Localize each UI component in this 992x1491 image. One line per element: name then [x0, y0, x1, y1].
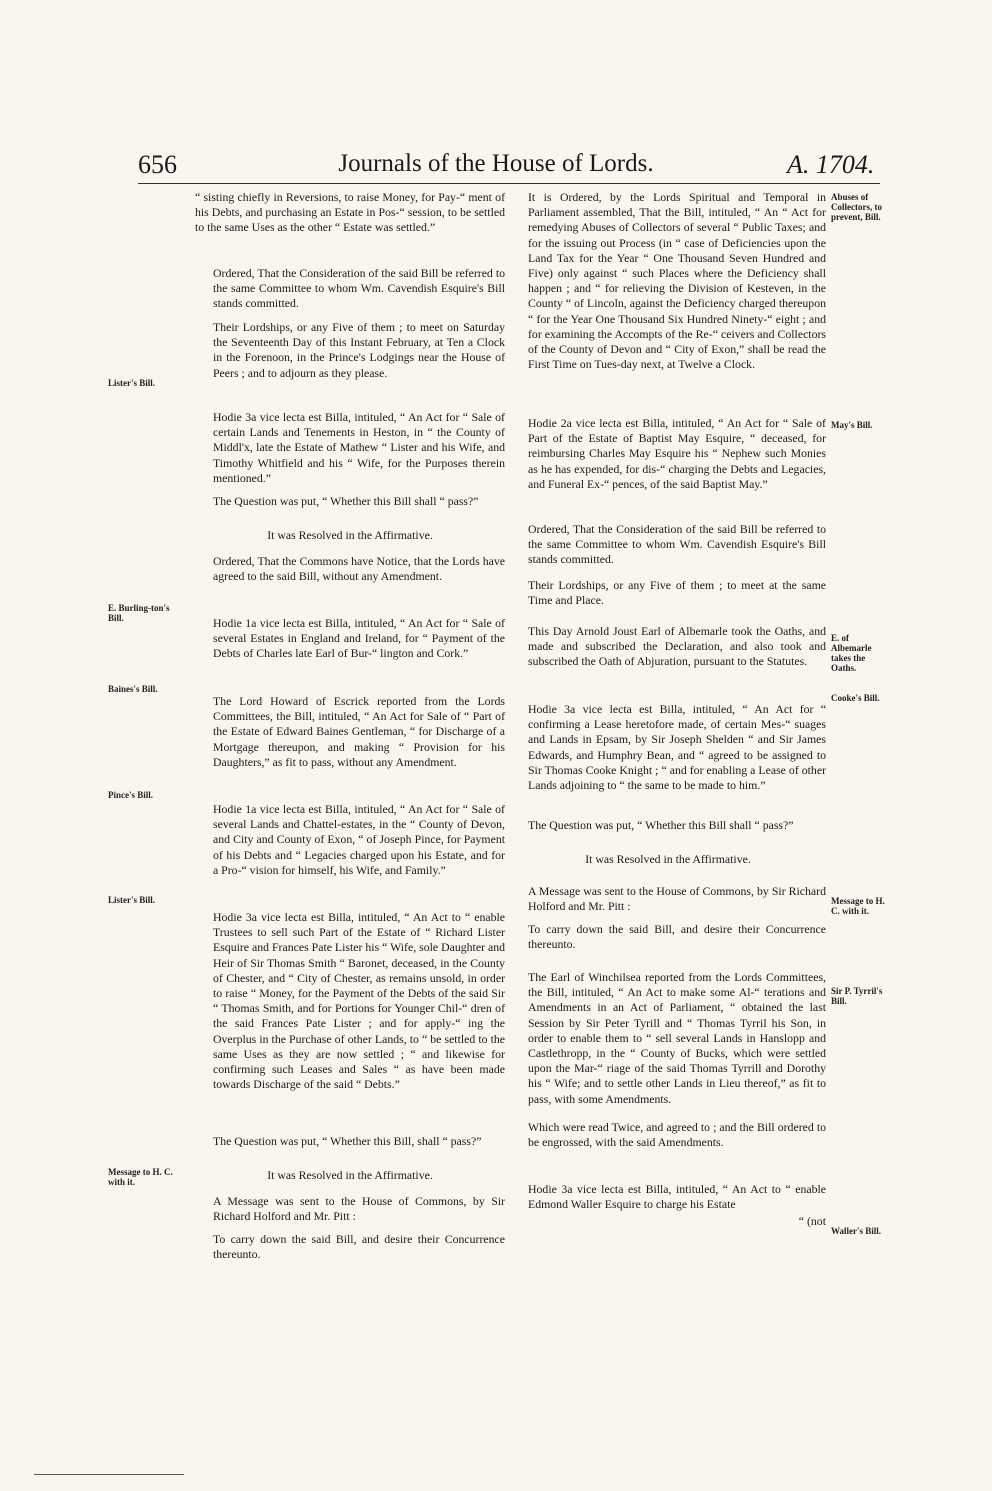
paragraph: Their Lordships, or any Five of them ; to meet at the same Time and Place.	[528, 578, 826, 608]
paragraph: The Question was put, “ Whether this Bill shall “ pass?”	[528, 818, 794, 832]
paragraph: It is Ordered, by the Lords Spiritual and Temporal in Parliament assembled, That the Bill, intituled, “ An “ Act for remedying Abuses of Collectors of several “ Public Taxes; and for the issuing out Process (in “ case of Deficiencies upon the Land Tax for the Year “ One Thousand Seven Hundred and Five) only against “ such Places where the Deficiency shall happen ; and “ for relieving the Division of Kesteven, in the County “ of Lincoln, against the Deficiency charged thereupon “ for the Year One Thousand Six Hundred Ninety-“ eight ; and for examining the Accompts of the Re-“ ceivers and Collectors of the County of Devon and “ City of Exon,” shall be read the First Time on Tues-day next, at Twelve a Clock.	[528, 190, 826, 372]
running-head: Journals of the House of Lords.	[338, 150, 654, 177]
paragraph: To carry down the said Bill, and desire their Concurrence thereunto.	[213, 1232, 505, 1262]
margin-note: Waller's Bill.	[831, 1226, 882, 1236]
paragraph: Their Lordships, or any Five of them ; to meet on Saturday the Seventeenth Day of this Instant February, at Ten a Clock in the Forenoon, in the Prince's Lodgings near the House of Peers ; and to adjourn as they please.	[213, 320, 505, 380]
paragraph: Hodie 2a vice lecta est Billa, intituled, “ An Act for “ Sale of Part of the Estate of Baptist May Esquire, “ deceased, for reimbursing Charles May Esquire his “ Nephew such Monies as he has expended, for dis-“ charging the Debts and Legacies, and Funeral Ex-“ pences, of the said Baptist May.”	[528, 416, 826, 491]
paragraph: The Question was put, “ Whether this Bill shall “ pass?”	[213, 494, 479, 508]
margin-note: Cooke's Bill.	[831, 693, 880, 703]
margin-note: Message to H. C. with it.	[831, 896, 885, 916]
paragraph: The Earl of Winchilsea reported from the Lords Committees, the Bill, intituled, “ An Act to make some Al-“ terations and Amendments in an Act of Parliament, “ obtained the last Session by Sir Peter Tyrill and “ Thomas Tyrril his Son, in order to enable them to “ sell several Lands in Hanslopp and Castlethropp, in the “ County of Bucks, which were settled upon the Mar-“ riage of the said Thomas Tyrrill and Dorothy his “ Wife; and to settle other Lands in Lieu thereof,” as fit to pass, with some Amendments.	[528, 970, 826, 1106]
footer-line	[34, 1474, 184, 1475]
left-column	[195, 190, 505, 1264]
right-column	[510, 190, 826, 1232]
paragraph: “ sisting chiefly in Reversions, to raise Money, for Pay-“ ment of his Debts, and purchasing an Estate in Pos-“ session, to be settled to the same Uses as the other “ Estate was settled.”	[195, 190, 505, 235]
paragraph: Ordered, That the Commons have Notice, that the Lords have agreed to the said Bill, without any Amendment.	[213, 554, 505, 584]
paragraph: A Message was sent to the House of Commons, by Sir Richard Holford and Mr. Pitt :	[528, 884, 826, 914]
page-number: 656	[138, 150, 177, 179]
margin-note: Pince's Bill.	[108, 790, 153, 800]
paragraph: It was Resolved in the Affirmative.	[585, 852, 751, 866]
paragraph: Hodie 3a vice lecta est Billa, intituled, “ An Act to “ enable Trustees to sell such Part of the Estate of “ Richard Lister Esquire and Frances Pate Lister his “ Wife, sole Daughter and Heir of Sir Thomas Smith “ Baronet, deceased, in the County of Chester, and “ City of Chester, as remains unsold, in order to raise “ Money, for the Payment of the Debts of the said Sir “ Thomas Smith, and for Portions for Younger Chil-“ dren of the said Frances Pate Lister ; and for apply-“ ing the Overplus in the Purchase of other Lands, to “ be settled to the same Uses as they are now settled ; “ and likewise for confirming such Leases and Sales “ as have been made towards Discharge of the said “ Debts.”	[213, 910, 505, 1092]
paragraph: Hodie 1a vice lecta est Billa, intituled, “ An Act for “ Sale of several Estates in England and Ireland, for “ Payment of the Debts of Charles late Earl of Bur-“ lington and Cork.”	[213, 616, 505, 661]
margin-note: Lister's Bill.	[108, 378, 155, 388]
margin-note: E. Burling-ton's Bill.	[108, 603, 170, 623]
margin-note: Lister's Bill.	[108, 895, 155, 905]
paragraph: Which were read Twice, and agreed to ; and the Bill ordered to be engrossed, with the said Amendments.	[528, 1120, 826, 1150]
paragraph: The Question was put, “ Whether this Bill, shall “ pass?”	[213, 1134, 482, 1148]
paragraph: A Message was sent to the House of Commons, by Sir Richard Holford and Mr. Pitt :	[213, 1194, 505, 1224]
paragraph: To carry down the said Bill, and desire their Concurrence thereunto.	[528, 922, 826, 952]
header-rule	[138, 183, 880, 184]
paragraph: It was Resolved in the Affirmative.	[267, 1168, 433, 1182]
margin-note: Abuses of Collectors, to prevent, Bill.	[831, 192, 882, 222]
margin-note: Message to H. C. with it.	[108, 1167, 173, 1187]
year: A. 1704.	[787, 150, 875, 179]
margin-note: May's Bill.	[831, 420, 873, 430]
paragraph: Hodie 3a vice lecta est Billa, intituled, “ An Act to “ enable Edmond Waller Esquire to charge his Estate	[528, 1182, 826, 1212]
paragraph: Hodie 3a vice lecta est Billa, intituled, “ An Act for “ Sale of certain Lands and Tenements in Heston, in “ the County of Middl'x, late the Estate of Mathew “ Lister and his Wife, and Timothy Whitfield and his “ Wife, for the Purposes therein mentioned.”	[213, 410, 505, 485]
margin-note: Baines's Bill.	[108, 684, 158, 694]
paragraph: This Day Arnold Joust Earl of Albemarle took the Oaths, and made and subscribed the Declaration, and also took and subscribed the Oath of Abjuration, pursuant to the Statutes.	[528, 624, 826, 669]
paragraph: Ordered, That the Consideration of the said Bill be referred to the same Committee to whom Wm. Cavendish Esquire's Bill stands committed.	[528, 522, 826, 567]
paragraph: Ordered, That the Consideration of the said Bill be referred to the same Committee to whom Wm. Cavendish Esquire's Bill stands committed.	[213, 266, 505, 311]
paragraph: The Lord Howard of Escrick reported from the Lords Committees, the Bill, intituled, “ An Act for Sale of “ Part of the Estate of Edward Baines Gentleman, “ for Discharge of a Mortgage thereupon, and making “ Provision for his Daughters,” as fit to pass, without any Amendment.	[213, 694, 505, 769]
margin-note: E. of Albemarle takes the Oaths.	[831, 633, 872, 673]
margin-note: Sir P. Tyrril's Bill.	[831, 986, 883, 1006]
paragraph: It was Resolved in the Affirmative.	[267, 528, 433, 542]
paragraph: “ (not	[798, 1214, 826, 1228]
paragraph: Hodie 1a vice lecta est Billa, intituled, “ An Act for “ Sale of several Lands and Chattel-estates, in the “ County of Devon, and City and County of Exon, “ of Joseph Pince, for Payment of his Debts and “ Legacies charged upon his Estate, and for a Pro-“ vision for himself, his Wife, and Family.”	[213, 802, 505, 877]
paragraph: Hodie 3a vice lecta est Billa, intituled, “ An Act for “ confirming a Lease heretofore made, of certain Mes-“ suages and Lands in Epsam, by Sir Joseph Shelden “ and Sir James Edwards, and Humphry Bean, and “ agreed to be assigned to Sir Thomas Cooke Knight ; “ and for enabling a Lease of other Lands adjoining to “ the same to be made to him.”	[528, 702, 826, 793]
